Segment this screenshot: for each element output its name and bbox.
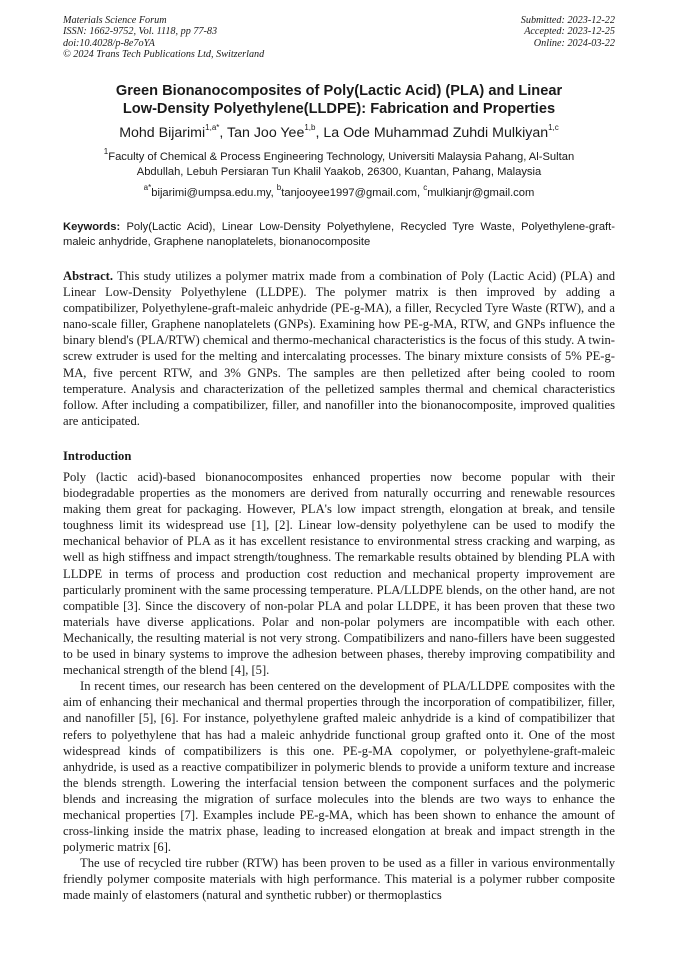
author-separator: ,: [315, 125, 324, 141]
affiliation-mark: 1: [103, 147, 109, 157]
affiliation-text: Faculty of Chemical & Process Engineering Technology, Universiti Malaysia Pahang, Al-Sultan: [108, 151, 575, 163]
issn-line: ISSN: 1662-9752, Vol. 1118, pp 77-83: [63, 26, 218, 38]
email-separator: ,: [417, 187, 424, 199]
title-line-1: Green Bionanocomposites of Poly(Lactic Acid) (PLA) and Linear: [115, 83, 563, 99]
paragraph: In recent times, our research has been centered on the development of PLA/LLDPE composites with the aim of enhancing their mechanical and thermal properties through the incorporation of compatibilizer, filler, and nanofiller [5], [6]. For instance, polyethylene grafted maleic anhydride is a kind of compatibilizer that refers to polyethylene that has had a maleic anhydride functional group grafted onto it. One of the most widespread kinds of compatibilizers is this one. PE-g-MA copolymer, or polyethylene-graft-maleic anhydride, is used as a reactive compatibilizer in polymeric blends to provide a uniform texture and increase the blends strength. Lowering the interfacial tension between the component surfaces and the polymeric blends and increasing the migration of surface molecules into the blends are two ways to enhance the mechanical properties [7]. Examples include PE-g-MA, which has been shown to enhance the amount of cross-linking inside the matrix phase, leading to increased elongation at break and impact strength in the polymeric matrix [6].: [63, 679, 615, 855]
email-entry: [276, 183, 424, 199]
author-name: La Ode Muhammad Zuhdi Mulkiyan: [323, 125, 549, 141]
email-address[interactable]: bijarimi@umpsa.edu.my: [151, 187, 271, 199]
affiliation: [63, 147, 615, 179]
affiliation-line-2: Abdullah, Lebuh Persiaran Tun Khalil Yaakob, 26300, Kuantan, Pahang, Malaysia: [136, 165, 542, 178]
title-line-2: Low-Density Polyethylene(LLDPE): Fabrication and Properties: [122, 101, 556, 117]
publication-dates: [375, 15, 615, 49]
email-address[interactable]: mulkianjr@gmail.com: [427, 187, 535, 199]
copyright-line: © 2024 Trans Tech Publications Ltd, Switzerland: [63, 49, 265, 61]
email-address[interactable]: tanjooyee1997@gmail.com: [281, 187, 417, 199]
journal-info: [63, 15, 383, 61]
author: [227, 125, 323, 141]
accepted-date: Accepted: 2023-12-25: [524, 26, 615, 38]
introduction-heading: Introduction: [63, 449, 132, 463]
introduction-body: [63, 469, 615, 904]
paper-title: [63, 82, 615, 118]
email-entry: [423, 183, 535, 199]
paragraph: Poly (lactic acid)-based bionanocomposites enhanced properties now become popular with their biodegradable properties as the monomers are derived from naturally occurring and renewable resources making them great for packaging. However, PLA's low impact strength, elongation at break, and tensile toughness limit its widespread use [1], [2]. Linear low-density polyethylene can be used to modify the mechanical behavior of PLA as it has excellent resistance to environmental stress cracking and warping, as well as high stiffness and impact strength/toughness. The remarkable results obtained by blending PLA with LLDPE in terms of process and production cost reduction and mechanical property improvement are particularly prominent with the same processing temperature. PLA/LLDPE blends, on the other hand, are not compatible [3]. Since the discovery of non-polar PLA and polar LLDPE, it has been proven that these two materials have diverse applications. Polar and non-polar polymers are incompatible with each other. Mechanically, the resulting material is not very strong. Compatibilizers and nano-fillers have been suggested to be used in binary systems to improve the adhesion between phases, thereby improving compatibility and mechanical strength of the blend [4], [5].: [63, 470, 615, 678]
email-mark: c: [423, 183, 428, 193]
journal-name: Materials Science Forum: [63, 15, 167, 26]
keywords-label: Keywords:: [63, 221, 121, 233]
author-list: [63, 124, 615, 142]
author-affiliation-mark: 1,c: [548, 123, 559, 133]
author-name: Tan Joo Yee: [227, 125, 305, 141]
author-affiliation-mark: 1,a*: [205, 123, 220, 133]
author-name: Mohd Bijarimi: [119, 125, 206, 141]
affiliation-line-1: [63, 147, 615, 165]
email-mark: a*: [143, 183, 152, 193]
abstract-label: Abstract.: [63, 269, 114, 283]
submitted-date: Submitted: 2023-12-22: [520, 15, 615, 26]
email-mark: b: [276, 183, 282, 193]
author-emails: [63, 183, 615, 200]
abstract-section: [63, 268, 615, 429]
author: [323, 125, 558, 141]
author-separator: ,: [219, 125, 228, 141]
keywords-text: Poly(Lactic Acid), Linear Low-Density Polyethylene, Recycled Tyre Waste, Polyethylene-graft-maleic anhydride, Graphene nanoplatelets, bionanocomposite: [63, 221, 615, 248]
author-affiliation-mark: 1,b: [304, 123, 316, 133]
email-entry: [143, 183, 277, 199]
author: [119, 125, 227, 141]
paragraph: The use of recycled tire rubber (RTW) has been proven to be used as a filler in various environmentally friendly polymer composite materials with high performance. This material is a polymer rubber composite made mainly of elastomers (natural and synthetic rubber) or thermoplastics: [63, 856, 615, 903]
abstract-text: This study utilizes a polymer matrix made from a combination of Poly (Lactic Acid) (PLA) and Linear Low-Density Polyethylene (LLDPE). The polymer matrix is then improved by adding a compatibilizer, Polyethylene-graft-maleic anhydride (PE-g-MA), a filler, Recycled Tyre Waste (RTW), and a nano-scale filler, Graphene nanoplatelets (GNPs). Examining how PE-g-MA, RTW, and GNPs influence the binary blend's (PLA/RTW) chemical and thermo-mechanical characteristics is the focus of this study. A twin-screw extruder is used for the melting and intercalating processes. The binary mixture consists of 5% PE-g-MA, five percent RTW, and 3% GNPs. The samples are then pelletized after being cooled to room temperature. Analysis and characterization of the pelletized samples thermal and chemical characteristics follow. After including a compatibilizer, filler, and nanofiller into the bionanocomposite, improved qualities are anticipated.: [63, 269, 615, 428]
online-date: Online: 2024-03-22: [533, 37, 615, 49]
email-separator: ,: [270, 187, 277, 199]
doi-line: doi:10.4028/p-8e7oYA: [63, 37, 155, 49]
keywords-section: [63, 220, 615, 249]
